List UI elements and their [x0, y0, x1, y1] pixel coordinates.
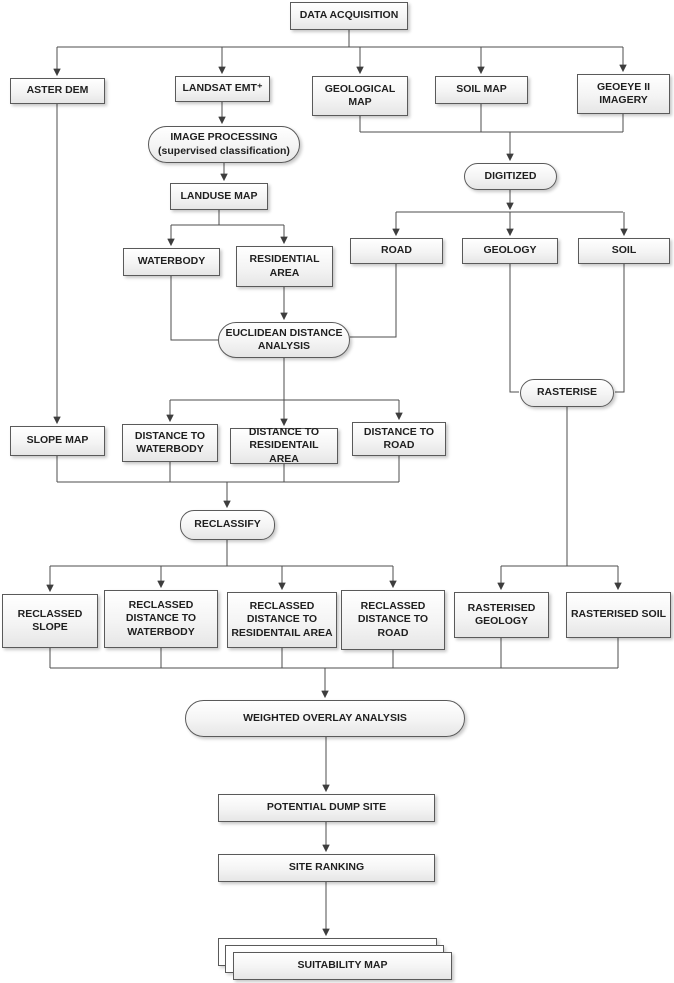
node-geoeye-ii-imagery: GEOEYE II IMAGERY	[577, 74, 670, 114]
node-weighted-overlay-analysis: WEIGHTED OVERLAY ANALYSIS	[185, 700, 465, 737]
node-soil-map: SOIL MAP	[435, 76, 528, 104]
node-distance-to-road: DISTANCE TO ROAD	[352, 422, 446, 456]
node-suitability-map: SUITABILITY MAP	[233, 952, 452, 980]
node-landsat-emt: LANDSAT EMT⁺	[175, 76, 270, 102]
node-aster-dem: ASTER DEM	[10, 78, 105, 104]
node-residential-area: RESIDENTIAL AREA	[236, 246, 333, 287]
node-rasterised-geology: RASTERISED GEOLOGY	[454, 592, 549, 638]
node-euclidean-distance-analysis: EUCLIDEAN DISTANCE ANALYSIS	[218, 322, 350, 358]
node-potential-dump-site: POTENTIAL DUMP SITE	[218, 794, 435, 822]
node-reclassify: RECLASSIFY	[180, 510, 275, 540]
node-reclassed-distance-to-waterbody: RECLASSED DISTANCE TO WATERBODY	[104, 590, 218, 648]
node-soil: SOIL	[578, 238, 670, 264]
node-distance-to-waterbody: DISTANCE TO WATERBODY	[122, 424, 218, 462]
node-reclassed-distance-to-residential-area: RECLASSED DISTANCE TO RESIDENTAIL AREA	[227, 592, 337, 648]
node-rasterise: RASTERISE	[520, 379, 614, 407]
node-site-ranking: SITE RANKING	[218, 854, 435, 882]
node-landuse-map: LANDUSE MAP	[170, 183, 268, 210]
node-digitized: DIGITIZED	[464, 163, 557, 190]
node-geology: GEOLOGY	[462, 238, 558, 264]
node-data-acquisition: DATA ACQUISITION	[290, 2, 408, 30]
node-slope-map: SLOPE MAP	[10, 426, 105, 456]
node-rasterised-soil: RASTERISED SOIL	[566, 592, 671, 638]
node-reclassed-slope: RECLASSED SLOPE	[2, 594, 98, 648]
node-distance-to-residential-area: DISTANCE TO RESIDENTAIL AREA	[230, 428, 338, 464]
node-geological-map: GEOLOGICAL MAP	[312, 76, 408, 116]
node-reclassed-distance-to-road: RECLASSED DISTANCE TO ROAD	[341, 590, 445, 650]
node-waterbody: WATERBODY	[123, 248, 220, 276]
node-image-processing: IMAGE PROCESSING (supervised classification)	[148, 126, 300, 163]
node-road: ROAD	[350, 238, 443, 264]
